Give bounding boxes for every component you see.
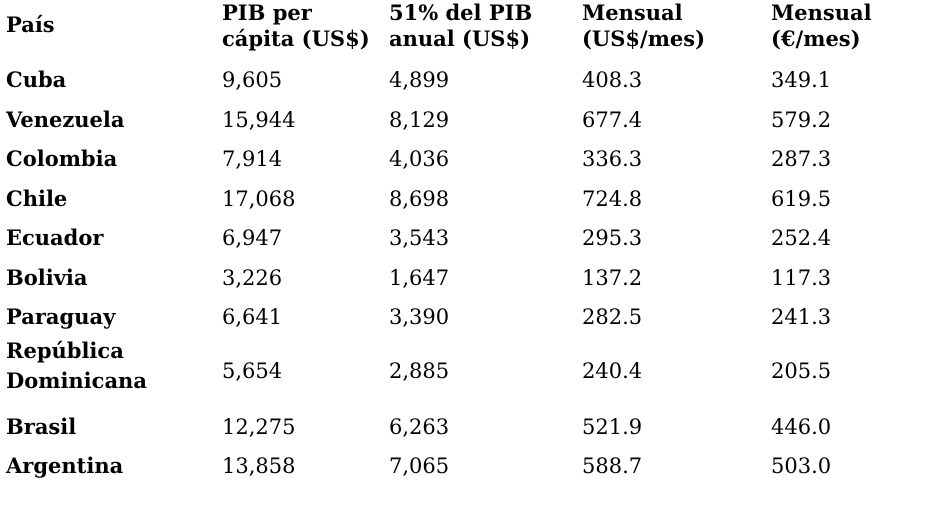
cell-eur-mes: 349.1	[771, 68, 832, 92]
table-header	[6, 0, 926, 60]
gdp-table	[6, 0, 926, 486]
cell-pais: Brasil	[6, 413, 77, 439]
cell-eur-mes: 205.5	[771, 358, 832, 383]
header-mensual-usd	[582, 0, 762, 52]
cell-usd-mes: 677.4	[582, 107, 643, 132]
cell-pct51: 4,036	[389, 147, 450, 171]
cell-eur-mes: 287.3	[771, 147, 832, 171]
cell-pib: 6,641	[222, 305, 283, 329]
cell-usd-mes: 588.7	[582, 454, 643, 478]
header-per-word: per	[272, 0, 312, 25]
cell-eur-mes: 503.0	[771, 454, 832, 478]
cell-pib: 5,654	[222, 358, 283, 383]
cell-pais	[6, 339, 147, 393]
cell-eur-mes: 252.4	[771, 226, 832, 250]
header-mensual-eur	[771, 0, 921, 52]
header-pais: País	[6, 12, 55, 37]
table-row	[6, 100, 926, 140]
cell-pais: Chile	[6, 185, 68, 211]
cell-usd-mes: 282.5	[582, 305, 643, 329]
header-del-word: del	[445, 0, 482, 25]
cell-pct51: 7,065	[389, 454, 450, 478]
cell-usd-mes: 521.9	[582, 414, 643, 439]
table-row	[6, 139, 926, 179]
cell-pib: 9,605	[222, 68, 283, 92]
header-pib-per-capita	[222, 0, 385, 52]
cell-pais: Ecuador	[6, 225, 104, 250]
cell-pais: Venezuela	[6, 106, 125, 132]
cell-pct51: 8,129	[389, 107, 450, 132]
cell-pais-line2: Dominicana	[6, 367, 147, 393]
cell-pct51: 4,899	[389, 68, 450, 92]
cell-pib: 12,275	[222, 414, 296, 439]
cell-usd-mes: 295.3	[582, 226, 643, 250]
cell-usd-mes: 724.8	[582, 186, 643, 211]
cell-pib: 15,944	[222, 107, 296, 132]
cell-pais: Argentina	[6, 453, 124, 478]
cell-pct51: 1,647	[389, 265, 450, 290]
cell-pib: 3,226	[222, 265, 283, 290]
cell-pais: Bolivia	[6, 264, 88, 290]
cell-pais: Paraguay	[6, 304, 116, 329]
cell-usd-mes: 137.2	[582, 265, 643, 290]
cell-pib: 17,068	[222, 186, 296, 211]
table-row	[6, 258, 926, 298]
cell-eur-mes: 619.5	[771, 186, 832, 211]
cell-usd-mes: 240.4	[582, 358, 643, 383]
cell-pais-line1: República	[6, 337, 124, 363]
header-pib2-word: PIB	[488, 0, 533, 25]
cell-pib: 7,914	[222, 147, 283, 171]
cell-pct51: 6,263	[389, 414, 450, 439]
cell-eur-mes: 241.3	[771, 305, 832, 329]
header-51-percent	[389, 0, 579, 52]
header-mensual-eur-line2: (€/mes)	[771, 26, 861, 51]
cell-pct51: 2,885	[389, 358, 450, 383]
table-row	[6, 407, 926, 447]
header-51-word: 51%	[389, 0, 439, 25]
cell-pct51: 3,390	[389, 305, 450, 329]
header-pib-word: PIB	[222, 0, 266, 25]
header-mensual-eur-line1: Mensual	[771, 0, 872, 25]
cell-eur-mes: 117.3	[771, 265, 832, 290]
table-row	[6, 446, 926, 486]
cell-pib: 6,947	[222, 226, 283, 250]
cell-pais: Colombia	[6, 146, 118, 171]
cell-usd-mes: 336.3	[582, 147, 643, 171]
table-row	[6, 179, 926, 219]
table-row	[6, 60, 926, 100]
table-row	[6, 337, 926, 407]
cell-eur-mes: 446.0	[771, 414, 832, 439]
cell-pct51: 8,698	[389, 186, 450, 211]
cell-pib: 13,858	[222, 454, 296, 478]
cell-eur-mes: 579.2	[771, 107, 832, 132]
cell-usd-mes: 408.3	[582, 68, 643, 92]
header-51-line2: anual (US$)	[389, 26, 531, 51]
table-row	[6, 297, 926, 337]
header-mensual-usd-line1: Mensual	[582, 0, 683, 25]
header-mensual-usd-line2: (US$/mes)	[582, 26, 706, 51]
cell-pais: Cuba	[6, 67, 67, 92]
table-row	[6, 218, 926, 258]
header-pib-line2: cápita (US$)	[222, 26, 370, 51]
cell-pct51: 3,543	[389, 226, 450, 250]
